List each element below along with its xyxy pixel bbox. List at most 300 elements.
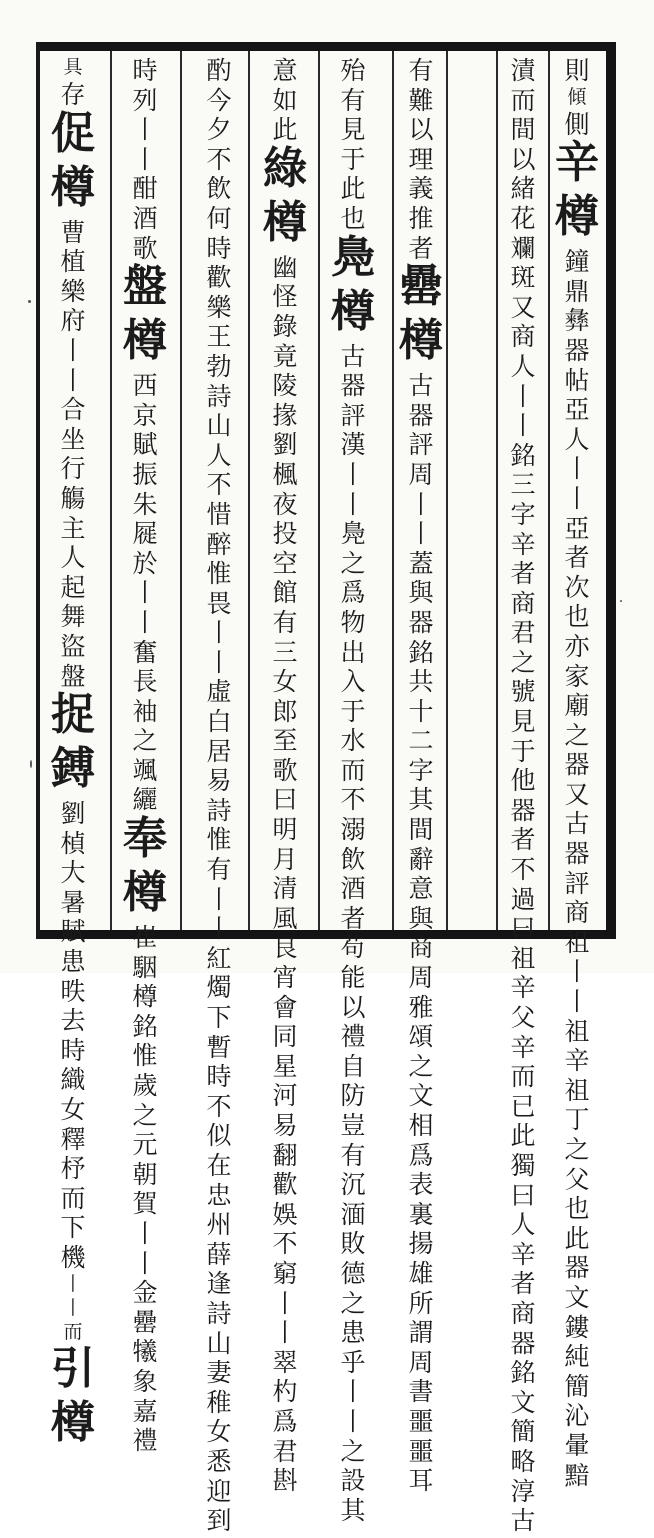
glyph: 惟 bbox=[206, 825, 232, 855]
glyph: 者 bbox=[408, 233, 434, 263]
glyph: 商 bbox=[510, 1298, 536, 1328]
glyph: 見 bbox=[340, 115, 366, 145]
glyph: 亞 bbox=[564, 513, 590, 543]
glyph: 純 bbox=[564, 1342, 590, 1372]
glyph: 館 bbox=[272, 578, 298, 608]
glyph: 不 bbox=[206, 470, 232, 500]
glyph: 者 bbox=[510, 825, 536, 855]
glyph: 周 bbox=[408, 963, 434, 993]
glyph: 京 bbox=[132, 400, 158, 430]
glyph: 意 bbox=[408, 874, 434, 904]
glyph: 主 bbox=[60, 513, 86, 543]
glyph: 祖 bbox=[564, 927, 590, 957]
glyph: 女 bbox=[60, 1095, 86, 1125]
text-run bbox=[331, 231, 375, 290]
glyph: 文 bbox=[510, 1387, 536, 1417]
glyph: 窮 bbox=[272, 1258, 298, 1288]
text-run bbox=[63, 58, 82, 82]
glyph: 駰 bbox=[132, 952, 158, 982]
glyph: 丨 bbox=[206, 884, 232, 914]
glyph: 謂 bbox=[408, 1318, 434, 1348]
glyph: 植 bbox=[60, 247, 86, 277]
glyph: 雄 bbox=[408, 1258, 434, 1288]
glyph: 犧 bbox=[132, 1337, 158, 1367]
glyph: 娛 bbox=[272, 1199, 298, 1229]
glyph: 居 bbox=[206, 736, 232, 766]
glyph: 難 bbox=[408, 85, 434, 115]
glyph: 易 bbox=[272, 1111, 298, 1140]
glyph: 見 bbox=[510, 707, 536, 737]
glyph: 此 bbox=[510, 1121, 536, 1151]
glyph: 不 bbox=[340, 785, 366, 815]
glyph: 君 bbox=[510, 618, 536, 648]
glyph: 器 bbox=[510, 1328, 536, 1358]
glyph: 之 bbox=[564, 720, 590, 750]
glyph: 元 bbox=[132, 1130, 158, 1160]
glyph: 爲 bbox=[340, 578, 366, 608]
glyph: 有 bbox=[206, 855, 232, 885]
glyph: 于 bbox=[340, 144, 366, 174]
glyph: 斕 bbox=[510, 233, 536, 263]
text-column-4 bbox=[330, 56, 376, 1525]
glyph: 揚 bbox=[408, 1229, 434, 1259]
glyph: 評 bbox=[564, 868, 590, 898]
glyph: 之 bbox=[340, 548, 366, 578]
glyph: 此 bbox=[340, 174, 366, 204]
glyph: 器 bbox=[408, 400, 434, 430]
glyph: 間 bbox=[408, 815, 434, 845]
glyph: 杼 bbox=[60, 1154, 86, 1184]
scan-speck bbox=[620, 600, 622, 602]
glyph: 辛 bbox=[510, 529, 536, 559]
text-run bbox=[399, 261, 443, 319]
glyph: 時 bbox=[206, 1062, 232, 1092]
glyph: 似 bbox=[206, 1121, 232, 1151]
glyph: 賦 bbox=[60, 917, 86, 947]
glyph: 出 bbox=[340, 637, 366, 667]
glyph: 昳 bbox=[60, 976, 86, 1006]
glyph: 亞 bbox=[564, 395, 590, 425]
glyph: 投 bbox=[272, 519, 298, 549]
heading-glyph: 罍 bbox=[399, 261, 443, 313]
glyph: 下 bbox=[60, 1213, 86, 1243]
glyph: 而 bbox=[510, 85, 536, 115]
glyph: 側 bbox=[564, 109, 590, 139]
glyph: 飲 bbox=[340, 844, 366, 874]
glyph: 掾 bbox=[272, 400, 298, 430]
glyph: 忠 bbox=[206, 1180, 232, 1210]
glyph: 次 bbox=[564, 572, 590, 602]
glyph: 賦 bbox=[132, 430, 158, 460]
glyph: 其 bbox=[408, 785, 434, 815]
glyph: 織 bbox=[60, 1065, 86, 1095]
glyph: 時 bbox=[60, 1035, 86, 1065]
text-run bbox=[408, 176, 433, 265]
glyph: 簡 bbox=[510, 1417, 536, 1447]
text-run bbox=[132, 58, 157, 176]
glyph: 共 bbox=[408, 667, 434, 697]
glyph: 崔 bbox=[132, 923, 158, 953]
glyph: 丨 bbox=[564, 454, 590, 484]
glyph: 飲 bbox=[206, 174, 232, 204]
glyph: 下 bbox=[206, 1003, 232, 1032]
glyph: 女 bbox=[272, 667, 298, 697]
text-column-1 bbox=[554, 56, 600, 1490]
glyph: 字 bbox=[510, 499, 536, 529]
glyph: 存 bbox=[60, 80, 86, 109]
column-rule bbox=[392, 51, 394, 930]
glyph: 宵 bbox=[272, 963, 298, 993]
glyph: 祖 bbox=[564, 1075, 590, 1105]
glyph: 星 bbox=[272, 1051, 298, 1081]
glyph: 至 bbox=[272, 726, 298, 756]
glyph: 丨 bbox=[63, 1272, 83, 1295]
glyph: 器 bbox=[564, 839, 590, 869]
glyph: 之 bbox=[510, 647, 536, 677]
glyph: 評 bbox=[408, 430, 434, 460]
glyph: 丨 bbox=[60, 365, 86, 395]
glyph: 袖 bbox=[132, 696, 158, 726]
glyph: 行 bbox=[60, 454, 86, 484]
glyph: 爲 bbox=[272, 1406, 298, 1436]
glyph: 器 bbox=[340, 371, 366, 401]
glyph: 釋 bbox=[60, 1124, 86, 1154]
glyph: 十 bbox=[408, 696, 434, 726]
glyph: 杓 bbox=[272, 1377, 298, 1407]
glyph: 沁 bbox=[564, 1401, 590, 1431]
glyph: 明 bbox=[272, 815, 298, 845]
glyph: 河 bbox=[272, 1081, 298, 1111]
glyph: 銘 bbox=[408, 637, 434, 667]
text-run bbox=[408, 373, 433, 1498]
glyph: 丨 bbox=[132, 1248, 158, 1278]
glyph: 易 bbox=[206, 766, 232, 796]
text-run bbox=[206, 58, 231, 1538]
glyph: 薛 bbox=[206, 1239, 232, 1269]
heading-glyph: 樽 bbox=[51, 161, 95, 213]
glyph: 時 bbox=[132, 56, 158, 85]
text-run bbox=[399, 315, 443, 373]
glyph: 歌 bbox=[272, 755, 298, 785]
glyph: 辛 bbox=[510, 1032, 536, 1062]
glyph: 丨 bbox=[340, 459, 366, 489]
glyph: 楨 bbox=[60, 828, 86, 858]
glyph: 與 bbox=[408, 903, 434, 933]
glyph: 纚 bbox=[132, 785, 158, 815]
glyph: 颯 bbox=[132, 755, 158, 785]
glyph: 樂 bbox=[60, 276, 86, 306]
text-run bbox=[564, 58, 589, 88]
scan-speck bbox=[28, 300, 31, 303]
glyph: 賀 bbox=[132, 1189, 158, 1219]
glyph: 理 bbox=[408, 144, 434, 174]
glyph: 空 bbox=[272, 548, 298, 578]
glyph: 逢 bbox=[206, 1269, 232, 1299]
text-run bbox=[51, 161, 95, 220]
glyph: 君 bbox=[272, 1436, 298, 1466]
glyph: 同 bbox=[272, 1022, 298, 1052]
glyph: 文 bbox=[564, 1282, 590, 1312]
glyph: 書 bbox=[408, 1377, 434, 1407]
glyph: 物 bbox=[340, 607, 366, 637]
text-run bbox=[60, 801, 85, 1275]
glyph: 父 bbox=[510, 1003, 536, 1032]
glyph: 劉 bbox=[60, 799, 86, 829]
glyph: 怪 bbox=[272, 282, 298, 312]
glyph: 推 bbox=[408, 203, 434, 233]
heading-glyph: 引 bbox=[51, 1342, 95, 1394]
glyph: 在 bbox=[206, 1150, 232, 1180]
glyph: 象 bbox=[132, 1366, 158, 1396]
glyph: 器 bbox=[564, 1253, 590, 1283]
glyph: 王 bbox=[206, 322, 232, 352]
glyph: 詩 bbox=[206, 795, 232, 825]
glyph: 到 bbox=[206, 1506, 232, 1536]
glyph: 獨 bbox=[510, 1150, 536, 1180]
glyph: 人 bbox=[564, 424, 590, 454]
glyph: 惟 bbox=[206, 559, 232, 589]
glyph: 曹 bbox=[60, 217, 86, 247]
glyph: 丨 bbox=[340, 489, 366, 519]
glyph: 淳 bbox=[510, 1476, 536, 1506]
glyph: 銘 bbox=[510, 1358, 536, 1388]
glyph: 燭 bbox=[206, 973, 232, 1003]
glyph: 翠 bbox=[272, 1347, 298, 1377]
glyph: 丁 bbox=[564, 1105, 590, 1135]
glyph: 何 bbox=[206, 203, 232, 233]
frame-right-border bbox=[606, 42, 616, 939]
text-run bbox=[51, 107, 95, 166]
text-run bbox=[263, 142, 307, 201]
glyph: 列 bbox=[132, 85, 158, 115]
glyph: 樽 bbox=[132, 982, 158, 1012]
glyph: 帖 bbox=[564, 365, 590, 395]
glyph: 暑 bbox=[60, 887, 86, 917]
glyph: 曰 bbox=[272, 785, 298, 815]
glyph: 屣 bbox=[132, 519, 158, 549]
glyph: 也 bbox=[340, 203, 366, 233]
glyph: 文 bbox=[408, 1081, 434, 1111]
glyph: 而 bbox=[60, 1183, 86, 1213]
glyph: 者 bbox=[340, 903, 366, 933]
glyph: 暈 bbox=[564, 1430, 590, 1460]
scan-speck bbox=[30, 760, 32, 768]
text-run bbox=[263, 196, 307, 255]
glyph: 樂 bbox=[206, 292, 232, 322]
glyph: 酌 bbox=[206, 56, 232, 85]
heading-glyph: 鳧 bbox=[331, 231, 375, 283]
glyph: 周 bbox=[408, 459, 434, 489]
glyph: 丨 bbox=[564, 987, 590, 1017]
glyph: 觴 bbox=[60, 483, 86, 513]
glyph: 不 bbox=[206, 1091, 232, 1121]
glyph: 祖 bbox=[564, 1016, 590, 1046]
glyph: 月 bbox=[272, 844, 298, 874]
glyph: 所 bbox=[408, 1288, 434, 1318]
glyph: 廟 bbox=[564, 691, 590, 721]
glyph: 時 bbox=[206, 233, 232, 263]
glyph: 德 bbox=[340, 1258, 366, 1288]
glyph: 辛 bbox=[510, 1239, 536, 1269]
glyph: 楓 bbox=[272, 459, 298, 489]
glyph: 良 bbox=[272, 933, 298, 963]
glyph: 以 bbox=[510, 144, 536, 174]
glyph: 簡 bbox=[564, 1371, 590, 1401]
glyph: 又 bbox=[564, 779, 590, 809]
heading-glyph: 樽 bbox=[331, 285, 375, 337]
text-run bbox=[408, 58, 433, 176]
glyph: 清 bbox=[272, 874, 298, 904]
text-run bbox=[567, 85, 587, 112]
glyph: 紅 bbox=[206, 943, 232, 973]
heading-glyph: 樽 bbox=[123, 867, 167, 919]
heading-glyph: 樽 bbox=[399, 315, 443, 367]
glyph: 悉 bbox=[206, 1446, 232, 1476]
glyph: 古 bbox=[510, 1506, 536, 1536]
glyph: 爲 bbox=[408, 1140, 434, 1170]
glyph: 亦 bbox=[564, 631, 590, 661]
glyph: 斑 bbox=[510, 263, 536, 293]
glyph: 丨 bbox=[272, 1318, 298, 1348]
glyph: 耳 bbox=[408, 1466, 434, 1496]
glyph: 丨 bbox=[510, 411, 536, 441]
glyph: 傾 bbox=[567, 85, 587, 108]
glyph: 二 bbox=[408, 726, 434, 756]
glyph: 丨 bbox=[408, 519, 434, 549]
glyph: 表 bbox=[408, 1170, 434, 1200]
glyph: 則 bbox=[564, 56, 590, 85]
glyph: 歲 bbox=[132, 1071, 158, 1101]
glyph: 丨 bbox=[408, 489, 434, 519]
glyph: 丨 bbox=[132, 144, 158, 174]
glyph: 自 bbox=[340, 1051, 366, 1081]
glyph: 過 bbox=[510, 884, 536, 914]
glyph: 銘 bbox=[132, 1011, 158, 1041]
glyph: 評 bbox=[340, 400, 366, 430]
glyph: 古 bbox=[340, 341, 366, 371]
glyph: 噩 bbox=[408, 1406, 434, 1436]
glyph: 也 bbox=[564, 602, 590, 632]
column-rule bbox=[496, 51, 498, 930]
glyph: 之 bbox=[340, 1288, 366, 1318]
text-run bbox=[63, 1272, 83, 1347]
glyph: 歌 bbox=[132, 233, 158, 263]
glyph: 字 bbox=[408, 755, 434, 785]
text-run bbox=[340, 341, 366, 1528]
glyph: 家 bbox=[564, 661, 590, 691]
glyph: 幽 bbox=[272, 252, 298, 282]
glyph: 溺 bbox=[340, 815, 366, 845]
glyph: 畏 bbox=[206, 588, 232, 618]
heading-glyph: 盤 bbox=[123, 261, 167, 313]
glyph: 此 bbox=[564, 1223, 590, 1253]
glyph: 以 bbox=[340, 992, 366, 1022]
glyph: 沉 bbox=[340, 1170, 366, 1200]
glyph: 人 bbox=[510, 351, 536, 381]
glyph: 號 bbox=[510, 677, 536, 707]
glyph: 之 bbox=[408, 1051, 434, 1081]
column-rule bbox=[110, 51, 112, 930]
glyph: 辛 bbox=[564, 1046, 590, 1076]
glyph: 坐 bbox=[60, 424, 86, 454]
glyph: 商 bbox=[510, 322, 536, 352]
glyph: 迎 bbox=[206, 1476, 232, 1506]
glyph: 之 bbox=[340, 1436, 366, 1466]
text-run bbox=[123, 315, 167, 373]
glyph: 入 bbox=[340, 667, 366, 697]
glyph: 于 bbox=[510, 736, 536, 766]
glyph: 而 bbox=[63, 1320, 83, 1343]
glyph: 丨 bbox=[206, 914, 232, 944]
text-run bbox=[132, 925, 157, 1458]
heading-glyph: 綠 bbox=[263, 142, 307, 194]
heading-glyph: 辛 bbox=[555, 137, 599, 189]
glyph: 夜 bbox=[272, 489, 298, 519]
glyph: 器 bbox=[408, 607, 434, 637]
glyph: 間 bbox=[510, 115, 536, 145]
column-rule bbox=[446, 51, 448, 930]
glyph: 丨 bbox=[510, 381, 536, 411]
glyph: 歡 bbox=[206, 263, 232, 293]
glyph: 周 bbox=[408, 1347, 434, 1377]
glyph: 丨 bbox=[132, 578, 158, 608]
glyph: 器 bbox=[510, 795, 536, 825]
heading-glyph: 樽 bbox=[123, 315, 167, 367]
glyph: 湎 bbox=[340, 1199, 366, 1229]
glyph: 義 bbox=[408, 174, 434, 204]
glyph: 有 bbox=[408, 56, 434, 85]
glyph: 乎 bbox=[340, 1347, 366, 1377]
glyph: 商 bbox=[408, 933, 434, 963]
text-run bbox=[60, 217, 86, 694]
heading-glyph: 樽 bbox=[263, 196, 307, 248]
text-run bbox=[555, 191, 599, 249]
glyph: 酣 bbox=[132, 174, 158, 204]
frame-left-border bbox=[36, 42, 40, 939]
glyph: 今 bbox=[206, 85, 232, 115]
text-run bbox=[564, 249, 589, 1492]
glyph: 又 bbox=[510, 292, 536, 322]
heading-glyph: 樽 bbox=[555, 191, 599, 243]
glyph: 妻 bbox=[206, 1358, 232, 1388]
glyph: 盤 bbox=[60, 661, 86, 691]
glyph: 盜 bbox=[60, 631, 86, 661]
glyph: 三 bbox=[510, 470, 536, 500]
text-column-6 bbox=[196, 56, 242, 1536]
glyph: 白 bbox=[206, 707, 232, 737]
glyph: 蓋 bbox=[408, 548, 434, 578]
glyph: 振 bbox=[132, 459, 158, 489]
glyph: 略 bbox=[510, 1446, 536, 1476]
glyph: 丨 bbox=[60, 335, 86, 365]
glyph: 人 bbox=[510, 1210, 536, 1240]
glyph: 商 bbox=[510, 588, 536, 618]
glyph: 緒 bbox=[510, 174, 536, 204]
glyph: 虛 bbox=[206, 677, 232, 707]
glyph: 鏤 bbox=[564, 1312, 590, 1342]
glyph: 丨 bbox=[132, 1219, 158, 1248]
glyph: 朱 bbox=[132, 489, 158, 519]
glyph: 古 bbox=[564, 809, 590, 839]
glyph: 合 bbox=[60, 395, 86, 425]
text-run bbox=[555, 137, 599, 195]
glyph: 金 bbox=[132, 1278, 158, 1308]
glyph: 府 bbox=[60, 306, 86, 336]
glyph: 朝 bbox=[132, 1159, 158, 1189]
glyph: 三 bbox=[272, 637, 298, 667]
glyph: 酒 bbox=[132, 203, 158, 233]
glyph: 有 bbox=[340, 85, 366, 115]
